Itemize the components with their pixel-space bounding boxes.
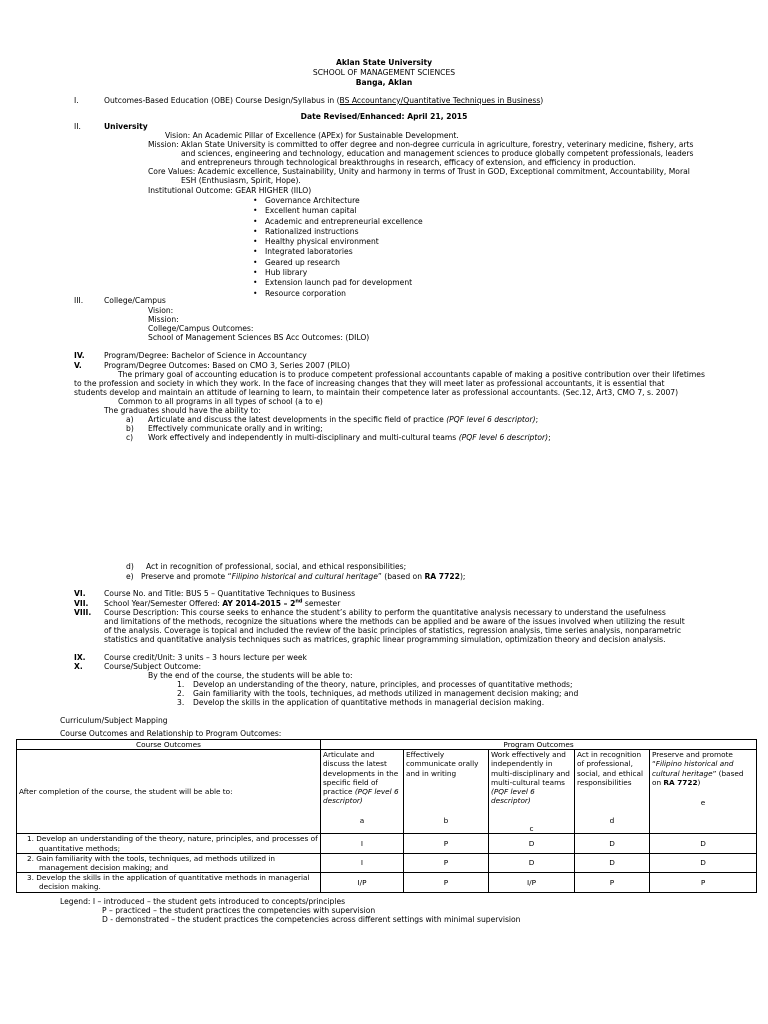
section1-text: Outcomes-Based Education (OBE) Course Design/Syllabus in ( [104,96,340,105]
iilo-item: • Healthy physical environment [253,237,423,247]
common-outcomes: Common to all programs in all types of school (a to e) [118,397,323,406]
outcome-end: ; [535,415,539,424]
section-number: V. [74,361,82,370]
mapping-value: P [404,853,489,872]
outcome-end: ; [548,433,551,442]
outcome-end: ” (based on [377,572,425,581]
core-values: Core Values: Academic excellence, Sustainability, Unity and harmony in terms of Trust in GOD, Exceptional commitment, Accountability, Moral [148,167,690,176]
semester-word: semester [302,599,341,608]
mapping-value: D [650,834,757,853]
iilo-item: • Excellent human capital [253,206,423,216]
program-outcome-desc [652,750,754,798]
program-outcome-d [575,750,650,834]
university-mission: and sciences, engineering and technology, education and management sciences to produce globally competent professionals, leaders [181,149,694,158]
pqf-descriptor: (PQF level 6 descriptor) [458,433,549,442]
table-header-row [17,750,757,834]
mapping-subtitle: Course Outcomes and Relationship to Program Outcomes: [60,729,282,738]
university-mission: and entrepreneurs through technological breakthroughs in research, efficacy of extension, and efficiency in production. [181,158,636,167]
mapping-value: P [575,873,650,892]
program-outcome-letter: c [529,824,534,834]
iilo-item: • Hub library [253,268,423,278]
outcome-text: Effectively communicate orally and in writing; [148,424,323,433]
course-outcome-number: 2. [177,689,185,698]
course-outcome-cell-text [19,854,318,872]
iilo-item: • Resource corporation [253,289,423,299]
section-number: X. [74,662,83,671]
program-outcomes-header: Program Outcomes [321,740,757,750]
section1-close: ) [540,96,544,105]
row-number: 3. [27,873,34,883]
program-outcome-letter: d [609,816,615,826]
program-outcome-text: ” (based on [652,768,744,787]
course-outcome-item: Gain familiarity with the tools, techniques, ad methods utilized in management decision making; and [193,689,579,698]
outcome-body: Work effectively and independently in multi-disciplinary and multi-cultural teams [148,433,459,442]
section-number: I. [74,96,79,105]
program-outcome-letter: e [700,798,706,808]
program-outcome-desc: Effectively communicate orally and in writing [406,750,479,778]
legend-label: Legend: [60,897,91,906]
curriculum-mapping-table [16,739,757,893]
academic-year: AY 2014-2015 – 2 [222,599,296,608]
school-location: Banga, Aklan [355,78,413,87]
program-outcome-letter: a [359,816,365,826]
mapping-value: D [489,853,575,872]
course-outcome-cell [17,834,321,853]
course-outcome-cell [17,853,321,872]
table-header-row [17,740,757,750]
program-goal: The primary goal of accounting education is to produce competent professional accountants capable of making a positive contribution over their lifetimes [118,370,705,379]
outcome-body: Preserve and promote “ [141,572,232,581]
program-goal: students develop and maintain an attitude of learning to learn, to maintain their competence later as professional accountants. (Sec.12, Art3, CMO 7, s. 2007) [74,388,679,397]
program-outcome-letter: b [443,816,449,826]
section3-title: College/Campus [104,296,166,305]
outcome-close: ); [459,572,466,581]
course-outcome-intro: By the end of the course, the students will be able to: [148,671,353,680]
course-outcome-item: Develop the skills in the application of quantitative methods in managerial decision making. [193,698,545,707]
table-row [17,853,757,872]
outcome-letter: b) [126,424,134,433]
section-number: II. [74,122,81,131]
heritage-text: Filipino historical and cultural heritage [652,759,734,778]
iilo-item: • Integrated laboratories [253,247,423,257]
ordinal-suffix: nd [295,598,303,605]
iilo-item: • Rationalized instructions [253,227,423,237]
outcome-text [141,572,465,582]
course-outcome-number: 1. [177,680,185,689]
iilo-item: • Extension launch pad for development [253,278,423,288]
legend-demonstrated: D - demonstrated – the student practices the competencies across different settings with minimal supervision [102,915,521,924]
course-outcome-cell [17,873,321,892]
ra-number: RA 7722 [663,777,698,787]
outcome-body: Articulate and discuss the latest developments in the specific field of practice [148,415,447,424]
program-outcome-text: ) [697,777,701,787]
mapping-value: P [650,873,757,892]
course-outcome-cell-text [19,873,318,891]
program-outcome-text: Articulate and discuss the latest developments in the specific field of practice [323,750,399,797]
program-outcome-e [650,750,757,834]
program-outcome-c [489,750,575,834]
table-row [17,873,757,892]
row-text: Develop the skills in the application of quantitative methods in managerial decision making. [36,873,310,892]
section-number: VII. [74,599,89,608]
mapping-value: I [321,834,404,853]
section1-title [104,96,543,106]
course-credit: Course credit/Unit: 3 units – 3 hours lecture per week [104,653,307,662]
row-number: 2. [27,853,34,863]
heritage-text: Filipino historical and cultural heritage [231,572,378,581]
program-outcome-text: Work effectively and independently in multi-disciplinary and multi-cultural teams [491,750,570,787]
pqf-descriptor: (PQF level 6 descriptor) [323,787,399,806]
row-number: 1. [27,834,34,844]
course-title: Course No. and Title: BUS 5 – Quantitative Techniques to Business [104,589,356,598]
mapping-value: D [489,834,575,853]
mapping-value: I/P [489,873,575,892]
outcome-letter: a) [126,415,134,424]
university-mission: Mission: Aklan State University is committed to offer degree and non-degree curricula in agriculture, forestry, veterinary medicine, fishery, arts [148,140,694,149]
course-description-text: and limitations of the methods, recognize the situations where the methods can be applied and be aware of the issues involved when utilizing the result [104,617,685,626]
course-outcomes-header: Course Outcomes [17,740,321,750]
outcome-letter: c) [126,433,134,442]
legend-introduced: I – introduced – the student gets introduced to concepts/principles [90,897,346,906]
college-mission: Mission: [148,315,179,324]
program-outcome-a [321,750,404,834]
course-description-text: This course seeks to enhance the student’s ability to perform the quantitative analysis necessary to understand the usefulness [178,608,666,617]
university-vision: Vision: An Academic Pillar of Excellence (APEx) for Sustainable Development. [165,131,459,140]
outcome-text [148,433,551,443]
mapping-value: I/P [321,873,404,892]
outcome-text: Act in recognition of professional, social, and ethical responsibilities; [146,562,407,571]
program-outcome-b [404,750,489,834]
iilo-item: • Geared up research [253,258,423,268]
section-number: VIII. [74,608,92,617]
institutional-outcome: Institutional Outcome: GEAR HIGHER (IILO) [148,186,312,195]
course-outcome-cell-text [19,834,318,852]
outcome-letter: d) [126,562,134,571]
section-number: III. [74,296,84,305]
program-name: BS Accountancy/Quantitative Techniques in Business [339,96,541,105]
school-year-label: School Year/Semester Offered: [104,599,223,608]
iilo-list [253,196,423,299]
dilo-outcomes: School of Management Sciences BS Acc Outcomes: (DILO) [148,333,370,342]
ra-number: RA 7722 [424,572,460,581]
mapping-title: Curriculum/Subject Mapping [60,716,168,725]
course-outcome-item: Develop an understanding of the theory, nature, principles, and processes of quantitative methods; [193,680,573,689]
course-description-text: statistics and quantitative analysis techniques such as matrices, graphic linear programming simulation, optimization theory and decision analysis. [104,635,666,644]
college-vision: Vision: [148,306,174,315]
mapping-value: P [404,834,489,853]
row-text: Gain familiarity with the tools, techniques, ad methods utilized in management decision making; and [36,853,276,873]
course-description-label: Course Description: [104,608,179,617]
college-outcomes: College/Campus Outcomes: [148,324,254,333]
core-values: ESH (Enthusiasm, Spirit, Hope). [181,176,301,185]
school-name: SCHOOL OF MANAGEMENT SCIENCES [312,68,456,77]
table-row [17,834,757,853]
mapping-value: D [575,853,650,872]
course-outcome-number: 3. [177,698,185,707]
mapping-value: I [321,853,404,872]
row-text: Develop an understanding of the theory, nature, principles, and processes of quantitative methods; [36,834,318,853]
program-outcome-desc [323,750,401,816]
pqf-descriptor: (PQF level 6 descriptor) [446,415,536,424]
outcome-letter: e) [126,572,134,581]
mapping-value: D [575,834,650,853]
program-goal: to the profession and society in which they work. In the face of increasing changes that they will meet later as professional accountants, it is essential that [74,379,665,388]
university-name: Aklan State University [335,58,433,67]
program-outcome-desc [491,750,572,824]
section2-title: University [104,122,148,131]
program-outcome-text: Preserve and promote “ [652,750,733,769]
mapping-value: P [404,873,489,892]
program-outcome-desc: Act in recognition of professional, social, and ethical responsibilities [577,750,644,787]
legend-practiced: P – practiced – the student practices the competencies with supervision [102,906,376,915]
date-revised: Date Revised/Enhanced: April 21, 2015 [300,112,468,121]
course-outcome-title: Course/Subject Outcome: [104,662,202,671]
mapping-value: D [650,853,757,872]
section-number: VI. [74,589,86,598]
iilo-item: • Academic and entrepreneurial excellence [253,217,423,227]
section-number: IX. [74,653,86,662]
graduates-ability: The graduates should have the ability to: [104,406,261,415]
program-outcomes-title: Program/Degree Outcomes: Based on CMO 3, Series 2007 (PILO) [104,361,350,370]
course-description-text: of the analysis. Coverage is topical and included the review of the basic principles of statistics, regression analysis, time series analysis, nonparametric [104,626,682,635]
pqf-descriptor: (PQF level 6 descriptor) [491,787,535,806]
program-degree: Program/Degree: Bachelor of Science in Accountancy [104,351,307,360]
row-label: After completion of the course, the student will be able to: [17,750,321,834]
section-number: IV. [74,351,85,360]
iilo-item: • Governance Architecture [253,196,423,206]
